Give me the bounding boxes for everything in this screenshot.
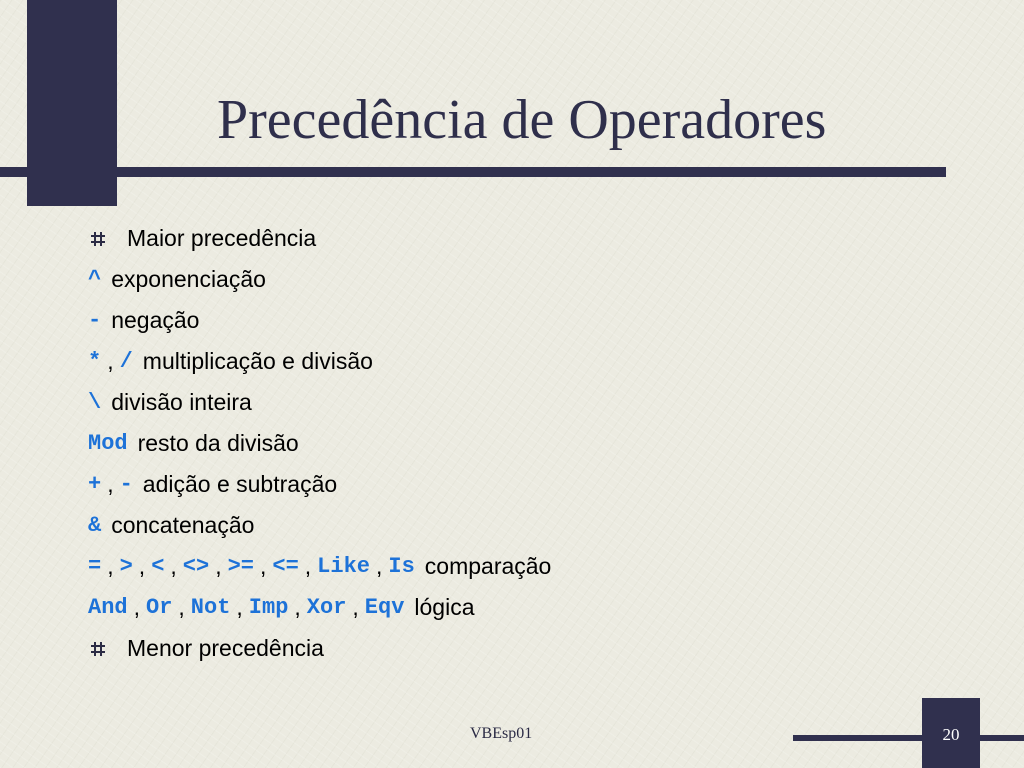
bullet-icon [91,232,105,246]
operator-row [88,505,988,546]
operator-symbol: Eqv [364,595,405,620]
operator-symbol: = [88,554,102,579]
operator-symbol: ^ [88,267,102,292]
operator-symbol: + [88,472,102,497]
precedence-bullet-row [88,218,988,259]
operator-row [88,259,988,300]
operator-separator: , [107,348,114,374]
operator-description: adição e subtração [142,471,338,497]
operator-symbol: * [88,349,102,374]
precedence-bullet-row [88,628,988,669]
operator-separator: , [259,553,267,579]
operator-separator: , [170,553,177,579]
operator-symbol: Like [317,554,370,579]
operator-symbol: And [88,595,128,620]
operator-description: lógica [414,594,475,620]
title-underline-bar [0,167,946,177]
footer-line-right [980,735,1024,741]
operator-separator: , [294,594,301,620]
operator-list [88,218,988,669]
operator-symbol: < [151,554,165,579]
bullet-text: Maior precedência [127,225,317,251]
operator-separator: , [215,553,222,579]
bullet-text: Menor precedência [127,635,324,661]
operator-separator: , [138,553,146,579]
bullet-icon [91,642,105,656]
operator-symbol: > [119,554,133,579]
operator-description: multiplicação e divisão [142,348,373,374]
operator-symbol: <> [182,554,210,579]
operator-symbol: & [88,513,102,538]
operator-separator: , [236,594,243,620]
operator-symbol: - [119,472,133,497]
operator-row [88,382,988,423]
operator-row [88,300,988,341]
operator-symbol: Imp [248,595,289,620]
operator-symbol: Xor [306,595,347,620]
operator-description: comparação [424,553,552,579]
operator-separator: , [107,471,114,497]
operator-description: exponenciação [111,266,266,292]
operator-row [88,423,988,464]
slide-title: Precedência de Operadores [217,89,827,151]
operator-symbol: <= [272,554,299,579]
operator-separator: , [352,594,359,620]
operator-symbol: >= [227,554,254,579]
operator-description: negação [111,307,200,333]
operator-symbol: \ [88,390,102,415]
operator-description: divisão inteira [111,389,252,415]
operator-separator: , [133,594,140,620]
operator-row [88,464,988,505]
operator-row [88,341,988,382]
operator-description: resto da divisão [137,430,299,456]
operator-symbol: Is [388,554,415,579]
operator-symbol: Or [146,595,173,620]
operator-separator: , [178,594,185,620]
operator-symbol: Mod [88,431,128,456]
operator-symbol: / [119,349,133,374]
page-number: 20 [942,725,960,744]
footer-label: VBEsp01 [470,725,533,742]
operator-separator: , [375,553,383,579]
operator-description: concatenação [111,512,255,538]
operator-row [88,587,988,628]
operator-row [88,546,988,587]
operator-separator: , [304,553,312,579]
operator-separator: , [107,553,114,579]
footer-line-left [793,735,923,741]
operator-symbol: - [88,308,102,333]
operator-symbol: Not [190,595,231,620]
